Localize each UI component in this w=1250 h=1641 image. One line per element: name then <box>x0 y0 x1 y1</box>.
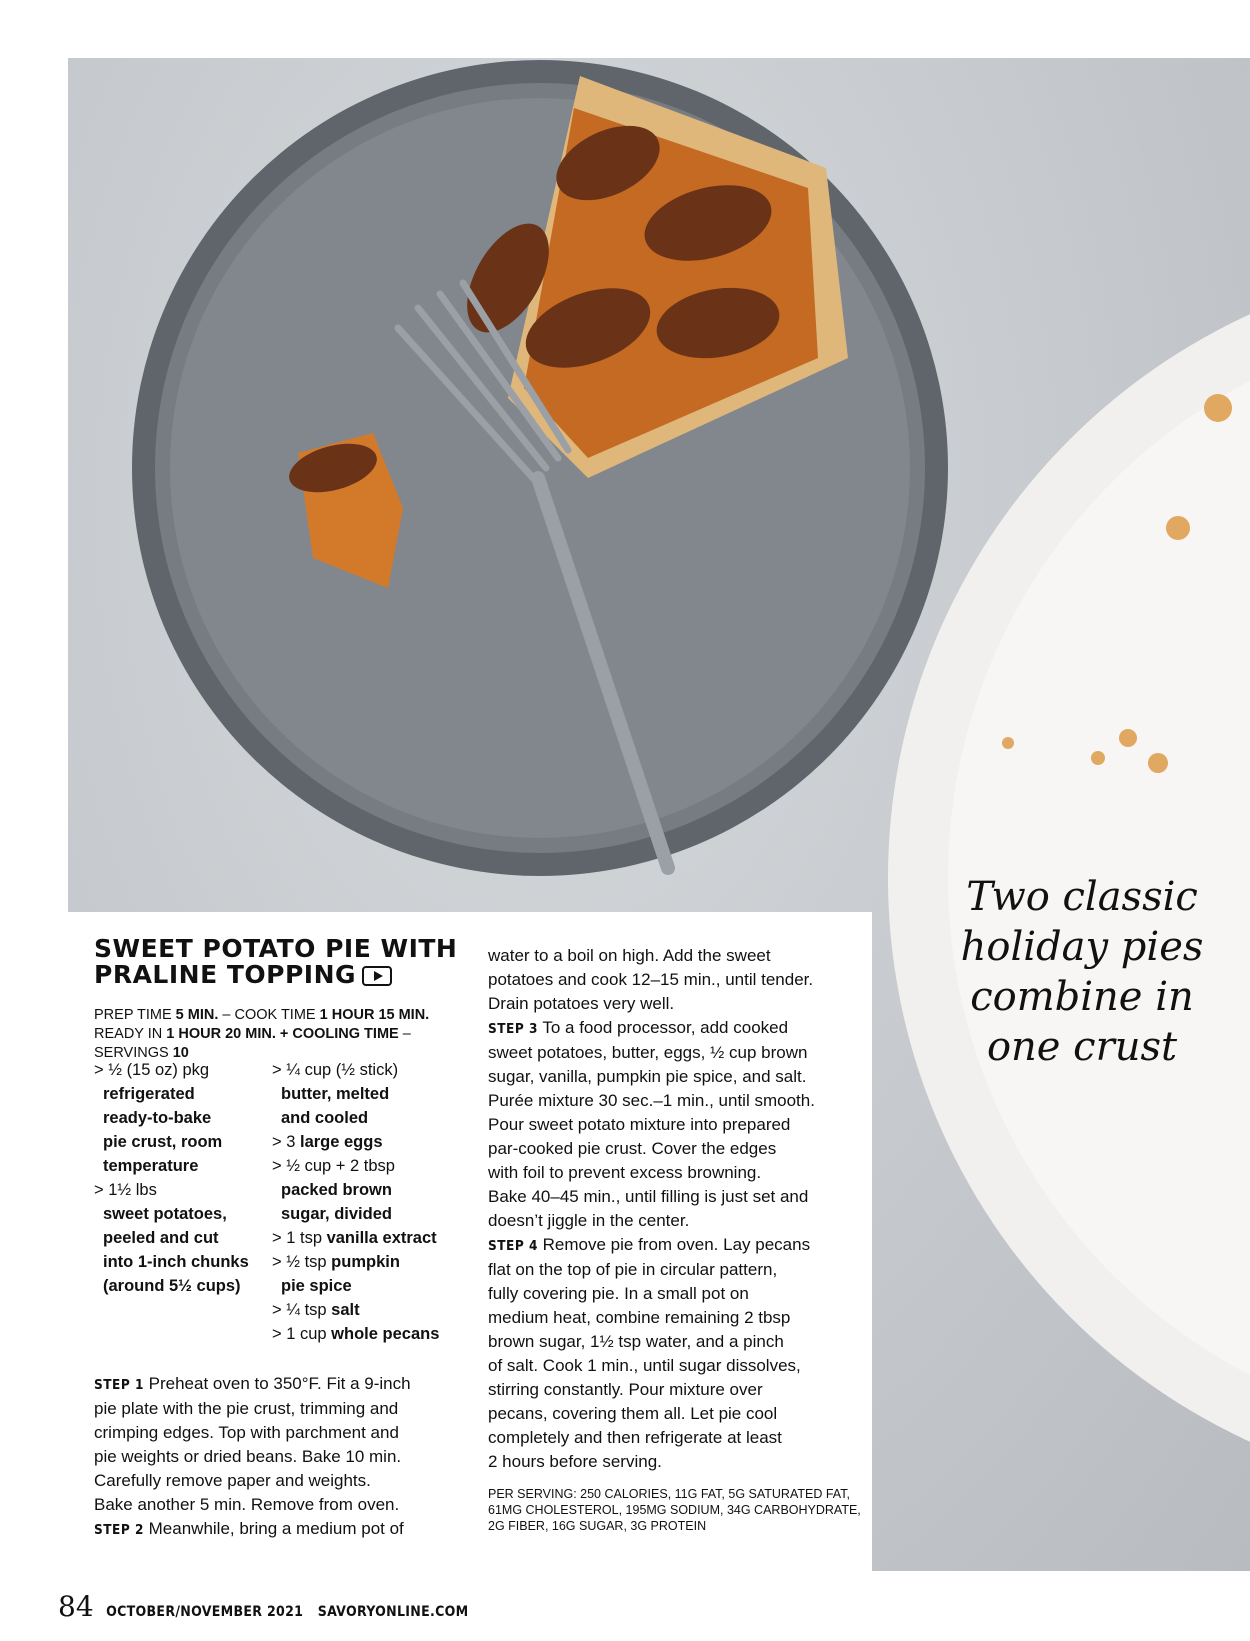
instruction-line <box>488 1089 868 1113</box>
step-label: STEP 2 <box>94 1522 144 1538</box>
ingredient-line <box>272 1226 482 1250</box>
instruction-line <box>94 1372 444 1397</box>
recipe-meta <box>94 1006 474 1063</box>
instruction-line <box>488 1016 868 1041</box>
ingredient-amount: > 1 cup <box>272 1325 332 1343</box>
ingredient-name: pie spice <box>281 1277 352 1295</box>
ready-in-label: READY IN <box>94 1026 167 1042</box>
ingredient-line <box>272 1322 482 1346</box>
instruction-line <box>488 992 868 1016</box>
instruction-line <box>488 1282 868 1306</box>
instruction-line <box>488 968 868 992</box>
ingredient-amount: > ¼ cup (½ stick) <box>272 1061 399 1079</box>
ingredient-line <box>272 1250 482 1274</box>
ingredient-line <box>272 1298 482 1322</box>
instruction-text: sugar, vanilla, pumpkin pie spice, and salt. <box>488 1067 807 1086</box>
recipe-title-line: SWEET POTATO PIE WITH <box>94 934 458 963</box>
instruction-text: of salt. Cook 1 min., until sugar dissolves, <box>488 1356 801 1375</box>
instructions-left <box>94 1372 444 1542</box>
ingredient-name: ready-to-bake <box>103 1109 212 1127</box>
instruction-line <box>488 1258 868 1282</box>
step-label: STEP 3 <box>488 1021 538 1037</box>
ingredient-line <box>272 1274 482 1298</box>
instruction-text: par-cooked pie crust. Cover the edges <box>488 1139 777 1158</box>
recipe-title-line: PRALINE TOPPING <box>94 960 357 989</box>
caption-line: one crust <box>986 1024 1178 1070</box>
nutrition-line: 61MG CHOLESTEROL, 195MG SODIUM, 34G CARBOHYDRATE, <box>488 1503 861 1517</box>
instruction-text: To a food processor, add cooked <box>537 1018 789 1037</box>
ingredient-amount: > 3 <box>272 1133 300 1151</box>
prep-time-label: PREP TIME <box>94 1007 176 1023</box>
instruction-line <box>488 1185 868 1209</box>
instruction-line <box>488 1065 868 1089</box>
instruction-text: medium heat, combine remaining 2 tbsp <box>488 1308 791 1327</box>
ingredient-line <box>94 1154 254 1178</box>
instruction-line <box>488 1354 868 1378</box>
ingredient-name: refrigerated <box>103 1085 195 1103</box>
ready-in-value: 1 HOUR 20 MIN. + COOLING TIME <box>166 1026 399 1042</box>
instruction-text: pie plate with the pie crust, trimming and <box>94 1399 399 1418</box>
ingredient-line <box>94 1178 254 1202</box>
instruction-line <box>94 1469 444 1493</box>
ingredient-name: pumpkin <box>331 1253 400 1271</box>
instruction-line <box>488 1113 868 1137</box>
ingredient-amount: > 1½ lbs <box>94 1181 157 1199</box>
instruction-text: stirring constantly. Pour mixture over <box>488 1380 763 1399</box>
ingredient-line <box>272 1130 482 1154</box>
ingredient-line <box>94 1274 254 1298</box>
instruction-text: crimping edges. Top with parchment and <box>94 1423 399 1442</box>
instruction-line <box>488 1161 868 1185</box>
ingredients-column-1 <box>94 1058 254 1298</box>
ingredient-amount: > ¼ tsp <box>272 1301 332 1319</box>
step-label: STEP 4 <box>488 1238 538 1254</box>
instruction-line <box>488 1330 868 1354</box>
ingredient-line <box>272 1154 482 1178</box>
instruction-line <box>488 1041 868 1065</box>
ingredient-amount: > ½ (15 oz) pkg <box>94 1061 210 1079</box>
instruction-line <box>488 944 868 968</box>
ingredient-name: (around 5½ cups) <box>103 1277 241 1295</box>
instruction-text: Carefully remove paper and weights. <box>94 1471 371 1490</box>
ingredient-amount: > 1 tsp <box>272 1229 327 1247</box>
instruction-line <box>488 1209 868 1233</box>
instruction-text: water to a boil on high. Add the sweet <box>488 946 771 965</box>
instruction-text: sweet potatoes, butter, eggs, ½ cup brown <box>488 1043 808 1062</box>
ingredient-line <box>272 1058 482 1082</box>
instruction-text: Bake 40–45 min., until filling is just set and <box>488 1187 809 1206</box>
caption-line: combine in <box>970 974 1194 1020</box>
instruction-line <box>94 1493 444 1517</box>
ingredient-line <box>94 1082 254 1106</box>
instruction-line <box>94 1517 444 1542</box>
page-number: 84 <box>58 1590 94 1623</box>
instruction-text: Meanwhile, bring a medium pot of <box>143 1519 404 1538</box>
page-footer <box>58 1590 469 1623</box>
ingredient-name: butter, melted <box>281 1085 390 1103</box>
cook-time-value: 1 HOUR 15 MIN. <box>319 1007 430 1023</box>
servings-label: – SERVINGS <box>94 1026 411 1061</box>
instruction-text: Preheat oven to 350°F. Fit a 9-inch <box>143 1374 411 1393</box>
instruction-text: potatoes and cook 12–15 min., until tender. <box>488 970 814 989</box>
ingredient-name: pie crust, room <box>103 1133 223 1151</box>
caption-line: Two classic <box>966 874 1198 920</box>
instruction-text: doesn’t jiggle in the center. <box>488 1211 690 1230</box>
instruction-line <box>94 1445 444 1469</box>
website-link[interactable]: SAVORYONLINE.COM <box>317 1604 469 1620</box>
ingredient-name: and cooled <box>281 1109 369 1127</box>
ingredient-line <box>94 1250 254 1274</box>
instruction-line <box>488 1402 868 1426</box>
recipe-title <box>94 936 474 988</box>
photo-caption <box>952 872 1212 1072</box>
issue-date: OCTOBER/NOVEMBER 2021 <box>106 1604 304 1620</box>
instruction-text: brown sugar, 1½ tsp water, and a pinch <box>488 1332 784 1351</box>
step-label: STEP 1 <box>94 1377 144 1393</box>
ingredient-name: sugar, divided <box>281 1205 392 1223</box>
instruction-text: Bake another 5 min. Remove from oven. <box>94 1495 400 1514</box>
instruction-text: flat on the top of pie in circular pattern, <box>488 1260 778 1279</box>
instruction-text: completely and then refrigerate at least <box>488 1428 782 1447</box>
cook-time-label: – COOK TIME <box>218 1007 320 1023</box>
ingredients-column-2 <box>272 1058 482 1346</box>
instruction-line <box>488 1137 868 1161</box>
ingredient-line <box>94 1226 254 1250</box>
ingredient-amount: > ½ tsp <box>272 1253 332 1271</box>
instruction-line <box>94 1397 444 1421</box>
ingredient-line <box>272 1106 482 1130</box>
servings-value: 10 <box>172 1045 189 1061</box>
instruction-text: pecans, covering them all. Let pie cool <box>488 1404 778 1423</box>
ingredient-amount: > ½ cup + 2 tbsp <box>272 1157 395 1175</box>
ingredient-line <box>94 1130 254 1154</box>
instruction-text: Pour sweet potato mixture into prepared <box>488 1115 791 1134</box>
ingredient-name: large eggs <box>299 1133 383 1151</box>
instructions-right <box>488 944 868 1474</box>
ingredient-name: peeled and cut <box>103 1229 219 1247</box>
ingredient-name: sweet potatoes, <box>103 1205 227 1223</box>
ingredient-name: vanilla extract <box>326 1229 437 1247</box>
instruction-line <box>488 1378 868 1402</box>
instruction-line <box>488 1306 868 1330</box>
ingredient-line <box>94 1202 254 1226</box>
instruction-text: Purée mixture 30 sec.–1 min., until smooth. <box>488 1091 815 1110</box>
ingredient-line <box>272 1202 482 1226</box>
instruction-text: pie weights or dried beans. Bake 10 min. <box>94 1447 402 1466</box>
nutrition-line: 2G FIBER, 16G SUGAR, 3G PROTEIN <box>488 1519 707 1533</box>
ingredient-name: temperature <box>103 1157 199 1175</box>
ingredient-line <box>94 1058 254 1082</box>
instruction-line <box>488 1233 868 1258</box>
instruction-text: fully covering pie. In a small pot on <box>488 1284 749 1303</box>
instruction-line <box>94 1421 444 1445</box>
ingredient-name: salt <box>331 1301 360 1319</box>
instruction-text: Remove pie from oven. Lay pecans <box>537 1235 811 1254</box>
ingredient-name: into 1-inch chunks <box>103 1253 249 1271</box>
caption-line: holiday pies <box>960 924 1204 970</box>
instruction-text: with foil to prevent excess browning. <box>488 1163 762 1182</box>
ingredient-line <box>94 1106 254 1130</box>
ingredient-line <box>272 1178 482 1202</box>
ingredient-name: whole pecans <box>331 1325 440 1343</box>
instruction-line <box>488 1450 868 1474</box>
play-video-icon[interactable] <box>362 966 392 986</box>
instruction-line <box>488 1426 868 1450</box>
ingredient-name: packed brown <box>281 1181 392 1199</box>
instruction-text: 2 hours before serving. <box>488 1452 662 1471</box>
ingredient-line <box>272 1082 482 1106</box>
nutrition-info <box>488 1486 868 1534</box>
nutrition-line: PER SERVING: 250 CALORIES, 11G FAT, 5G SATURATED FAT, <box>488 1487 850 1501</box>
prep-time-value: 5 MIN. <box>175 1007 219 1023</box>
instruction-text: Drain potatoes very well. <box>488 994 675 1013</box>
